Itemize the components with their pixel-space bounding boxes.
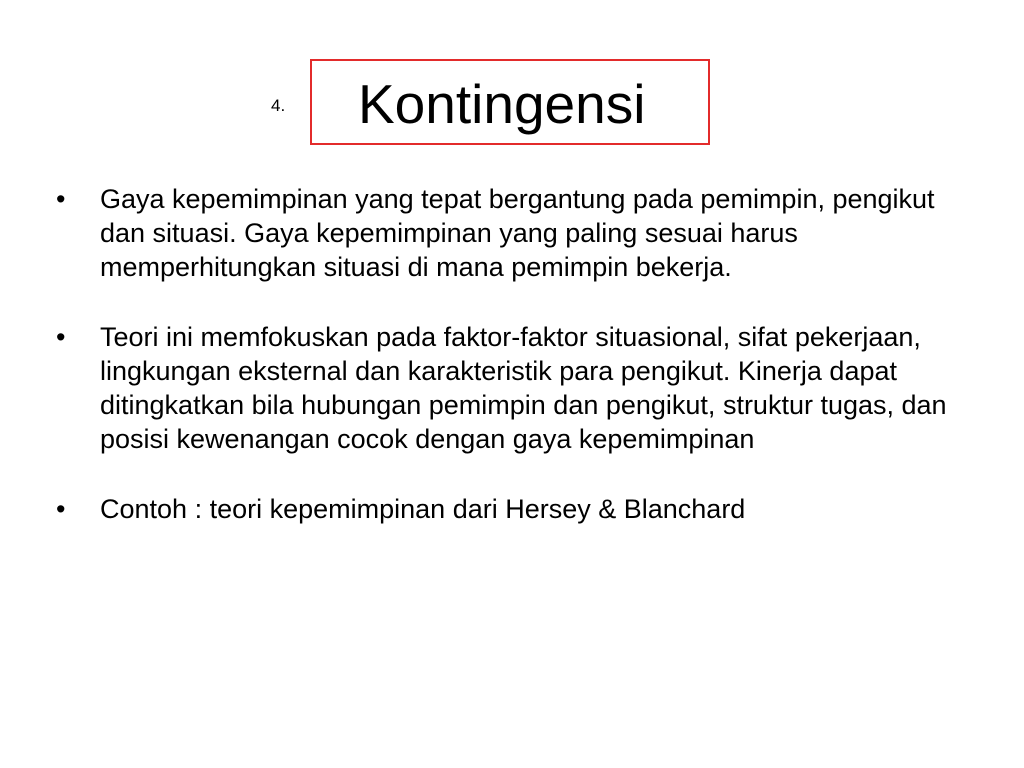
bullet-icon: • bbox=[56, 184, 66, 214]
bullet-item bbox=[56, 183, 976, 284]
bullet-item bbox=[56, 493, 976, 527]
bullet-text: Gaya kepemimpinan yang tepat bergantung pada pemimpin, pengikut dan situasi. Gaya kepemimpinan yang paling sesuai harus memperhitungkan situasi di mana pemimpin bekerja. bbox=[100, 184, 935, 282]
bullet-list bbox=[56, 183, 976, 527]
bullet-text: Contoh : teori kepemimpinan dari Hersey & Blanchard bbox=[100, 494, 746, 525]
bullet-icon: • bbox=[56, 494, 66, 525]
bullet-icon: • bbox=[56, 322, 66, 353]
title-box bbox=[310, 59, 710, 145]
bullet-text: Teori ini memfokuskan pada faktor-faktor situasional, sifat pekerjaan, lingkungan eksternal dan karakteristik para pengikut. Kinerja dapat ditingkatkan bila hubungan pemimpin dan pengikut, struktur tugas, dan posisi kewenangan cocok dengan gaya kepemimpinan bbox=[100, 322, 947, 454]
slide-title: Kontingensi bbox=[358, 73, 646, 135]
slide-number: 4. bbox=[271, 96, 286, 115]
bullet-item bbox=[56, 321, 976, 456]
